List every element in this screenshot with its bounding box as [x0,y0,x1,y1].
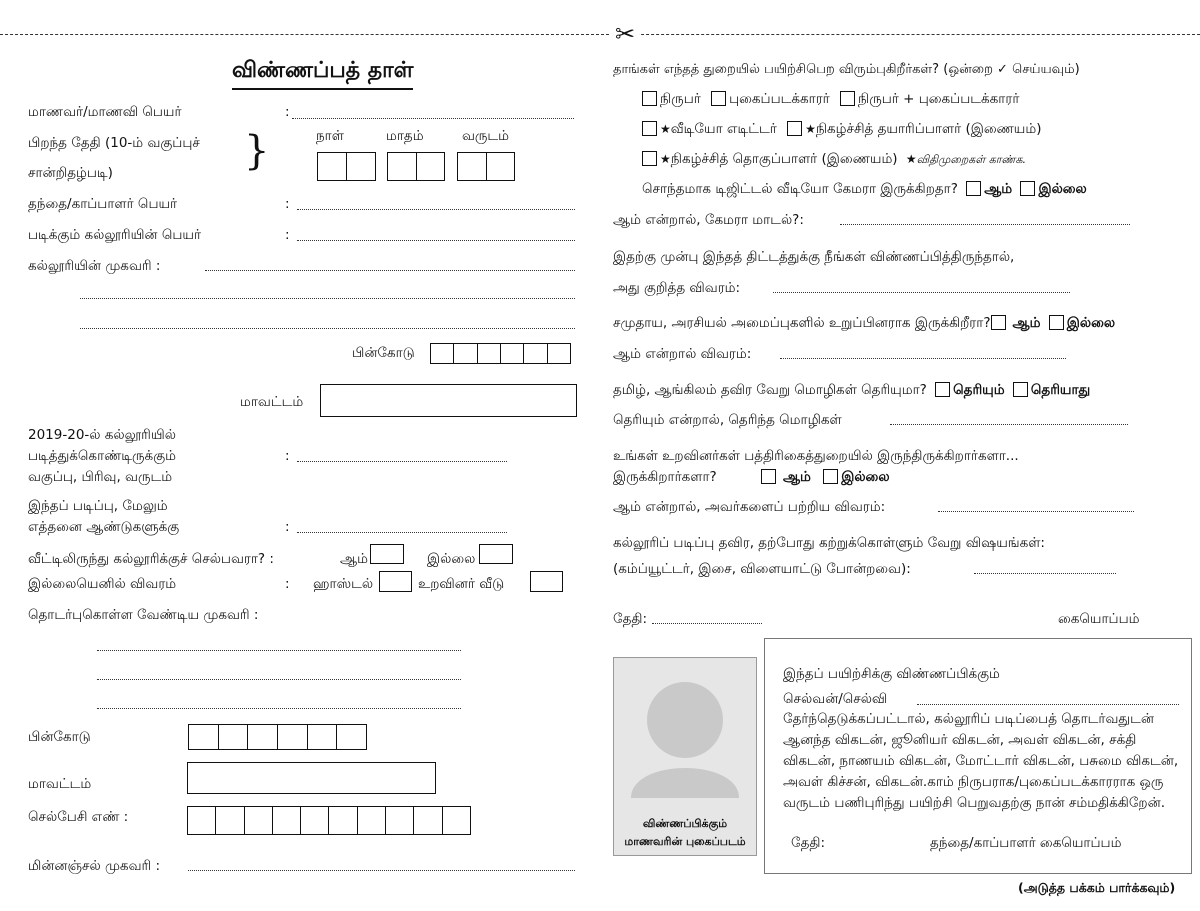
relatives-question: உங்கள் உறவினர்கள் பத்திரிகைத்துறையில் இருந்திருக்கிறார்களா... [613,448,1019,464]
lang-unknown-checkbox[interactable] [1013,382,1028,397]
declaration-name-field[interactable] [917,704,1179,705]
declaration-box: இந்தப் பயிற்சிக்கு விண்ணப்பிக்கும் செல்வன்/செல்வி தேர்ந்தெடுக்கப்பட்டால், கல்லூரிப் படிப்பைத் தொடர்வதுடன் ஆனந்த விகடன், ஜூனியர் விகடன், அவள் விகடன், சக்தி விகடன், நாணயம் விகடன், மோட்டார் விகடன், பசுமை விகடன், அவள் கிச்சன், விகடன்.காம் நிருபராக/புகைப்படக்காரராக ஒரு வருடம் பணிபுரிந்து பயிற்சி பெறுவதற்கு நான் சம்மதிக்கிறேன். தேதி: தந்தை/காப்பாளர் கையொப்பம் [764,638,1192,874]
star-icon: ★ [805,122,816,136]
if-no-label: இல்லையெனில் விவரம் [28,576,177,592]
reporter-photographer-checkbox[interactable] [840,91,855,106]
lang-question: தமிழ், ஆங்கிலம் தவிர வேறு மொழிகள் தெரியுமா? தெரியும் தெரியாது [613,382,1091,398]
contact-pincode-label: பின்கோடு [28,729,91,745]
relatives-detail-label: ஆம் என்றால், அவர்களைப் பற்றிய விவரம்: [613,499,886,515]
years-field[interactable] [297,532,507,533]
options-row1: நிருபர் புகைப்படக்காரர் நிருபர் + புகைப்படக்காரர் [642,91,1019,109]
lang-detail-field[interactable] [890,424,1128,425]
pincode-label: பின்கோடு [352,345,415,361]
college-address-line2[interactable] [80,298,575,299]
year-class-field[interactable] [297,461,507,462]
mobile-label: செல்பேசி எண் : [28,809,129,825]
commute-label: வீட்டிலிருந்து கல்லூரிக்குச் செல்பவரா? : [28,551,274,567]
camera-no-checkbox[interactable] [1020,181,1035,196]
producer-checkbox[interactable] [787,121,802,136]
photographer-checkbox[interactable] [711,91,726,106]
next-page-note: (அடுத்த பக்கம் பார்க்கவும்) [1018,880,1176,895]
prior-detail-field[interactable] [773,292,1070,293]
org-detail-label: ஆம் என்றால் விவரம்: [613,346,752,362]
other-learning-question: கல்லூரிப் படிப்பு தவிர, தற்போது கற்றுக்கொள்ளும் வேறு விஷயங்கள்: [613,535,1045,551]
other-learning-field[interactable] [974,573,1116,574]
camera-yes-checkbox[interactable] [966,181,981,196]
star-icon: ★ [660,152,671,166]
signature-label: கையொப்பம் [1058,611,1140,627]
relatives-no-checkbox[interactable] [823,469,838,484]
scissors-icon: ✂ [611,20,639,48]
date-label: தேதி: [613,611,647,627]
college-name-field[interactable] [297,240,575,241]
district-label: மாவட்டம் [240,394,304,410]
commute-no-box[interactable] [479,544,513,564]
person-placeholder-icon [614,658,756,808]
brace: } [244,128,270,174]
month-label: மாதம் [386,128,424,144]
college-name-label: படிக்கும் கல்லூரியின் பெயர் [28,227,201,243]
star-icon: ★ [660,122,671,136]
relatives-yes-checkbox[interactable] [761,469,776,484]
org-no-checkbox[interactable] [1049,315,1064,330]
parent-signature-label: தந்தை/காப்பாளர் கையொப்பம் [930,835,1122,851]
contact-pincode-boxes[interactable] [188,724,367,750]
college-pincode-boxes[interactable] [430,343,571,364]
dob-label: பிறந்த தேதி (10-ம் வகுப்புச் [28,135,200,151]
college-address-line1[interactable] [205,270,575,271]
field-question: தாங்கள் எந்தத் துறையில் பயிற்சிபெற விரும்புகிறீர்கள்? (ஒன்றை ✓ செய்யவும்) [613,62,1080,77]
contact-district-field[interactable] [187,762,436,794]
parent-name-field[interactable] [297,209,575,210]
email-field[interactable] [188,870,575,871]
college-address-label: கல்லூரியின் முகவரி : [28,258,161,274]
lang-known-checkbox[interactable] [935,382,950,397]
prior-question: இதற்கு முன்பு இந்தத் திட்டத்துக்கு நீங்கள் விண்ணப்பித்திருந்தால், [613,249,1015,265]
hostel-box[interactable] [379,571,412,592]
video-editor-checkbox[interactable] [642,121,657,136]
lang-detail-label: தெரியும் என்றால், தெரிந்த மொழிகள் [613,412,842,428]
contact-address-line3[interactable] [97,708,461,709]
dob-day-boxes[interactable] [317,152,376,181]
relatives-detail-field[interactable] [938,511,1134,512]
camera-model-field[interactable] [840,224,1130,225]
student-name-label: மாணவர்/மாணவி பெயர் [28,104,182,120]
photo-caption: விண்ணப்பிக்கும் [642,817,728,830]
years-label: இந்தப் படிப்பு, மேலும் [28,498,168,514]
camera-question: சொந்தமாக டிஜிட்டல் வீடியோ கேமரா இருக்கிறதா? ஆம் இல்லை [642,181,1087,197]
star-icon: ★ [905,152,917,166]
student-name-field[interactable] [292,118,574,119]
options-row2: ★வீடியோ எடிட்டர் ★நிகழ்ச்சித் தயாரிப்பாளர் (இணையம்) [642,121,1042,139]
reporter-checkbox[interactable] [642,91,657,106]
org-question: சமுதாய, அரசியல் அமைப்புகளில் உறுப்பினராக இருக்கிறீரா? ஆம் இல்லை [613,315,1116,331]
college-district-field[interactable] [320,384,577,417]
college-address-line3[interactable] [80,328,575,329]
day-label: நாள் [316,128,344,144]
contact-address-line1[interactable] [97,650,461,651]
declaration-date-label: தேதி: [791,835,825,851]
year-class-label: 2019-20-ல் கல்லூரியில் [28,427,176,443]
contact-address-label: தொடர்புகொள்ள வேண்டிய முகவரி : [28,607,259,623]
photo-box[interactable]: விண்ணப்பிக்கும் மாணவரின் புகைப்படம் [613,657,757,856]
host-checkbox[interactable] [642,151,657,166]
relative-home-box[interactable] [530,571,563,592]
mobile-boxes[interactable] [187,806,471,835]
parent-name-label: தந்தை/காப்பாளர் பெயர் [28,196,178,212]
commute-yes-box[interactable] [370,544,404,564]
options-row3: ★நிகழ்ச்சித் தொகுப்பாளர் (இணையம்) ★விதிமுறைகள் காண்க. [642,151,1026,169]
dob-year-boxes[interactable] [457,152,515,181]
cut-line [0,34,1200,35]
form-title: விண்ணப்பத் தாள் [232,58,413,90]
date-field[interactable] [652,623,762,624]
email-label: மின்னஞ்சல் முகவரி : [28,858,161,874]
contact-district-label: மாவட்டம் [28,776,92,792]
dob-month-boxes[interactable] [387,152,445,181]
org-detail-field[interactable] [780,358,1066,359]
contact-address-line2[interactable] [97,679,461,680]
org-yes-checkbox[interactable] [991,315,1006,330]
year-label: வருடம் [462,128,510,144]
camera-model-label: ஆம் என்றால், கேமரா மாடல்?: [613,212,804,228]
